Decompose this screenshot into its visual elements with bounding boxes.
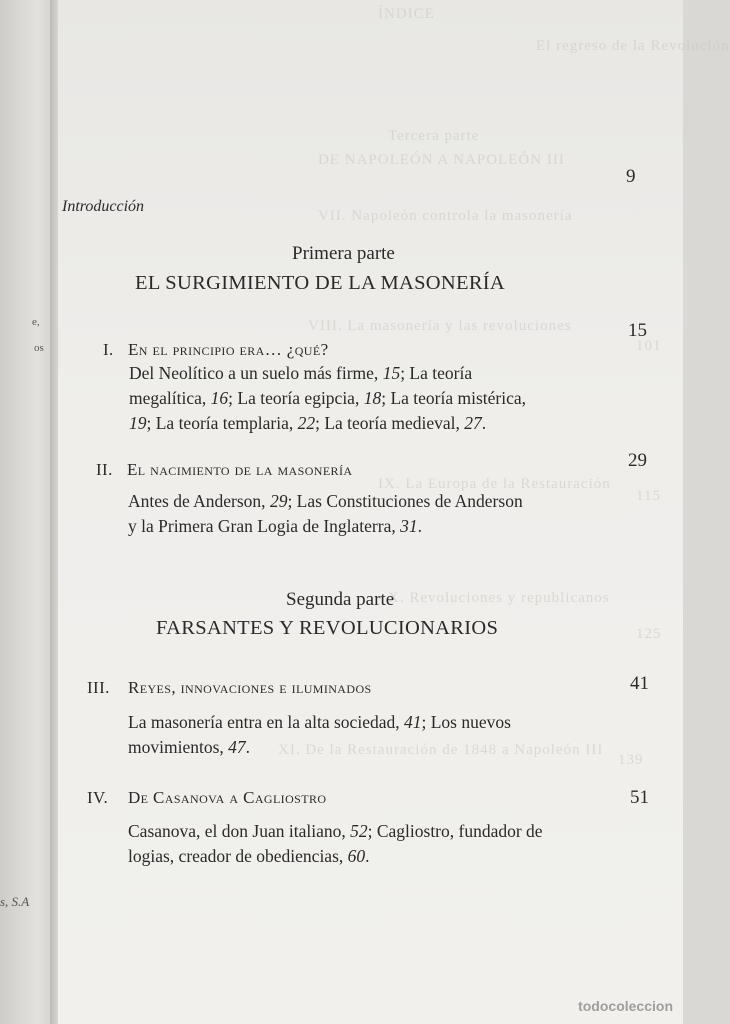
show-through-text: VIII. La masonería y las revoluciones bbox=[308, 318, 572, 334]
page-reference: 16 bbox=[210, 388, 229, 408]
part-label: Segunda parte bbox=[286, 589, 395, 610]
watermark-logo: todocoleccion bbox=[578, 998, 673, 1014]
show-through-text: VII. Napoleón controla la masonería bbox=[318, 208, 573, 224]
left-page-snippet: os bbox=[34, 342, 44, 354]
page-reference: 41 bbox=[403, 712, 422, 732]
show-through-text: 101 bbox=[636, 338, 662, 354]
chapter-numeral: II. bbox=[96, 460, 113, 479]
description-text: ; La teoría megalítica, bbox=[129, 363, 473, 408]
description-text: Antes de Anderson, bbox=[128, 491, 270, 511]
introduction-entry: Introducción bbox=[62, 198, 145, 215]
left-page-snippet: e, bbox=[32, 316, 40, 328]
page-reference: 18 bbox=[363, 388, 382, 408]
description-text: Casanova, el don Juan italiano, bbox=[128, 821, 351, 841]
page-reference: 29 bbox=[269, 491, 288, 511]
chapter-page-number: 15 bbox=[628, 320, 647, 341]
page-reference: 15 bbox=[382, 363, 401, 383]
page-reference: 27 bbox=[464, 413, 482, 433]
page-reference: 60 bbox=[347, 846, 366, 866]
description-text: Del Neolítico a un suelo más firme, bbox=[129, 363, 383, 383]
show-through-text: Tercera parte bbox=[388, 128, 480, 144]
part-title: FARSANTES Y REVOLUCIONARIOS bbox=[156, 617, 499, 639]
description-text: . bbox=[417, 516, 422, 536]
chapter-description bbox=[128, 819, 568, 869]
introduction-page-number: 9 bbox=[626, 166, 636, 187]
chapter-page-number: 51 bbox=[630, 787, 649, 808]
show-through-text: X. Revoluciones y republicanos bbox=[388, 590, 610, 606]
show-through-text: ÍNDICE bbox=[378, 6, 435, 22]
description-text: ; La teoría medieval, bbox=[315, 413, 465, 433]
page-reference: 31 bbox=[400, 516, 418, 536]
show-through-text: XI. De la Restauración de 1848 a Napoleón III bbox=[278, 742, 604, 758]
chapter-numeral: I. bbox=[103, 340, 114, 359]
page-reference: 47 bbox=[228, 737, 246, 757]
part-title: EL SURGIMIENTO DE LA MASONERÍA bbox=[135, 272, 506, 294]
description-text: ; Los nuevos movimientos, bbox=[128, 712, 511, 757]
page-reference: 22 bbox=[297, 413, 316, 433]
chapter-title: Reyes, innovaciones e iluminados bbox=[128, 678, 372, 697]
chapter-description bbox=[128, 489, 528, 539]
chapter-page-number: 29 bbox=[628, 450, 647, 471]
chapter-description bbox=[129, 361, 549, 436]
description-text: ; Cagliostro, fundador de logias, creador de obediencias, bbox=[128, 821, 543, 866]
description-text: . bbox=[245, 737, 251, 757]
description-text: ; La teoría templaria, bbox=[146, 413, 298, 433]
description-text: ; La teoría mistérica, bbox=[381, 388, 526, 408]
part-label: Primera parte bbox=[292, 243, 395, 264]
description-text: . bbox=[481, 413, 487, 433]
left-page-snippet: s, S.A bbox=[0, 894, 30, 909]
description-text: . bbox=[365, 846, 370, 866]
show-through-text: IX. La Europa de la Restauración bbox=[378, 476, 611, 492]
show-through-text: DE NAPOLEÓN A NAPOLEÓN III bbox=[318, 152, 565, 168]
chapter-title: El nacimiento de la masonería bbox=[127, 460, 353, 479]
description-text: ; Las Constituciones de Anderson y la Primera Gran Logia de Inglaterra, bbox=[128, 491, 523, 536]
description-text: ; La teoría egipcia, bbox=[228, 388, 364, 408]
page-reference: 19 bbox=[129, 413, 147, 433]
show-through-text: 125 bbox=[636, 626, 662, 642]
chapter-numeral: IV. bbox=[87, 788, 109, 807]
show-through-text: 115 bbox=[636, 488, 661, 504]
page-reference: 52 bbox=[350, 821, 368, 841]
chapter-description bbox=[128, 710, 568, 760]
description-text: La masonería entra en la alta sociedad, bbox=[128, 712, 404, 732]
chapter-numeral: III. bbox=[87, 678, 110, 697]
show-through-text: 139 bbox=[618, 752, 644, 768]
chapter-title: De Casanova a Cagliostro bbox=[128, 788, 327, 807]
chapter-title: En el principio era… ¿qué? bbox=[128, 340, 329, 359]
chapter-page-number: 41 bbox=[630, 673, 649, 694]
show-through-text: El regreso de la Revolución bbox=[536, 38, 730, 54]
left-page-edge bbox=[0, 0, 54, 1024]
